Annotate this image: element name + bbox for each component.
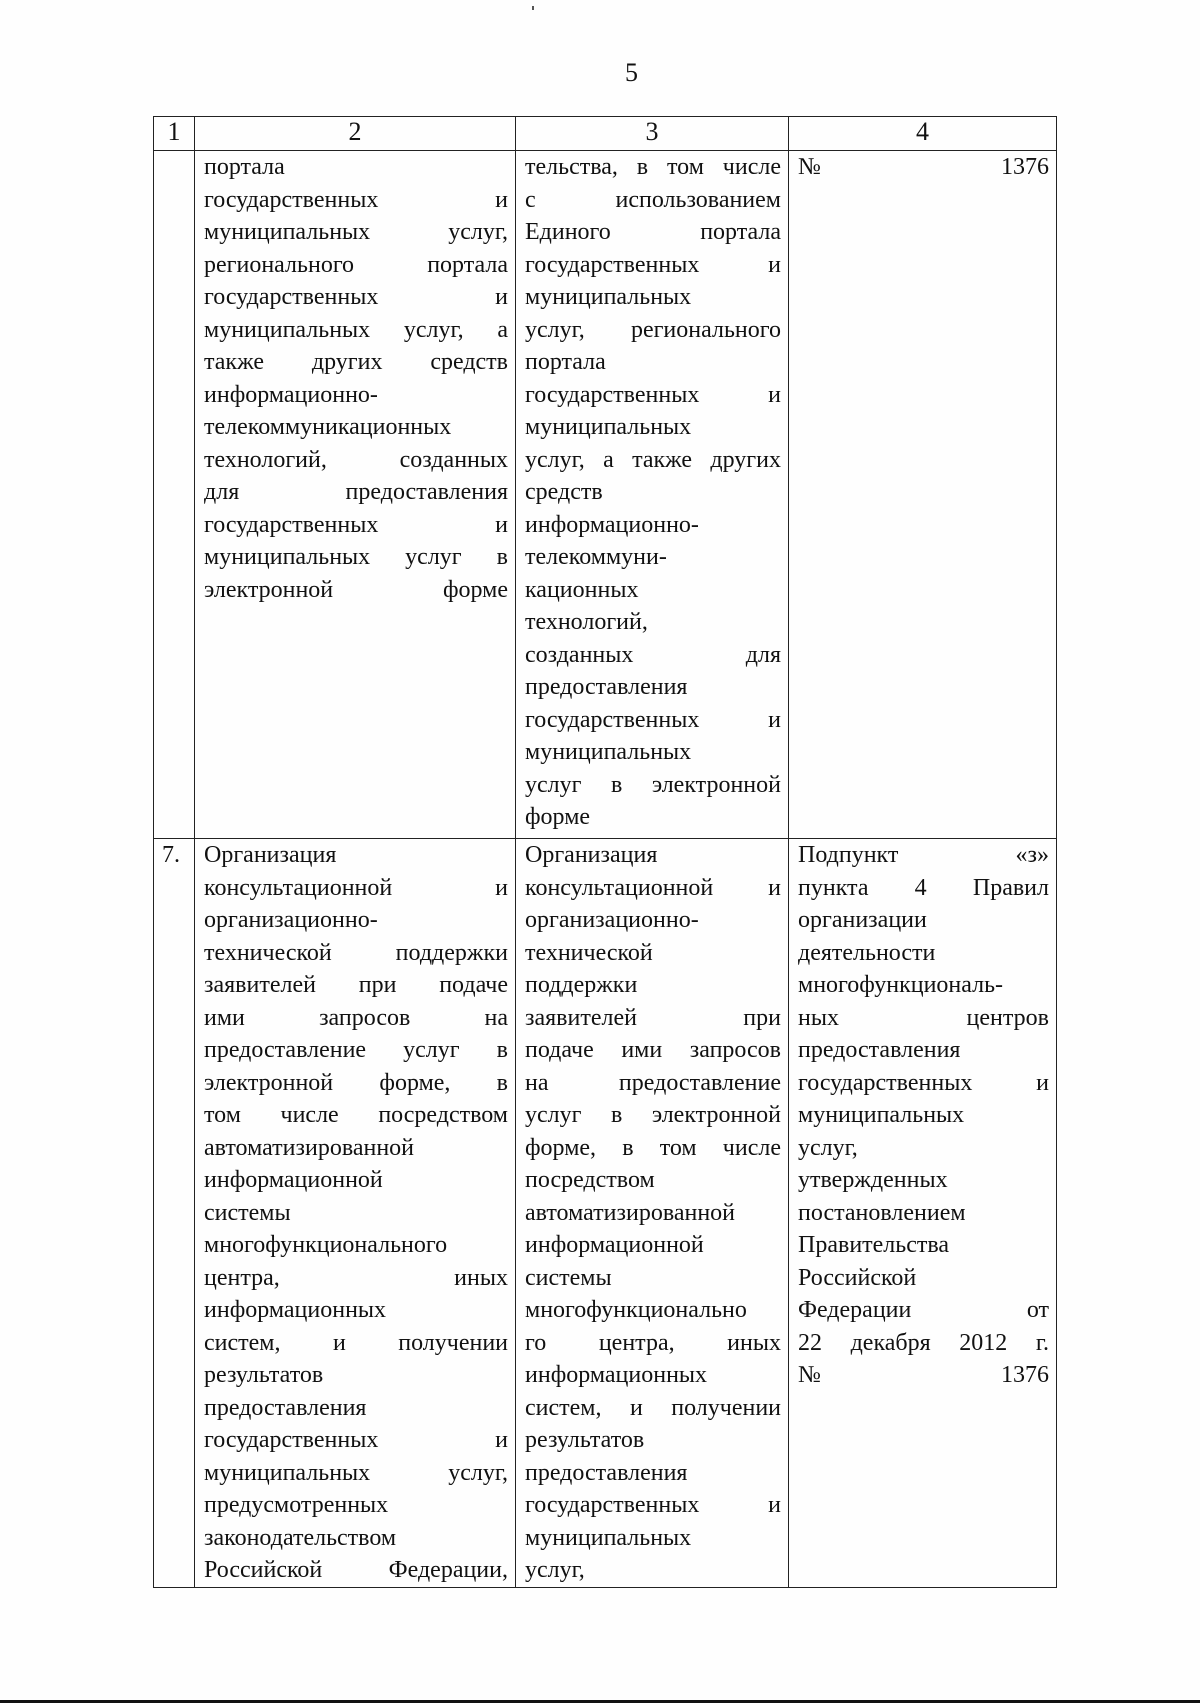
document-table [153, 116, 1057, 1588]
scan-speck [532, 6, 534, 10]
cell-text-line: предоставления [525, 1459, 688, 1486]
row-number [154, 151, 195, 839]
cell-text-line: консультационной и [204, 874, 508, 901]
cell-text-line: заявителей при подаче [204, 972, 508, 998]
cell-text-line: системы [204, 1199, 291, 1226]
cell-text-line: автоматизированной [525, 1199, 736, 1226]
cell-text-line: № 1376 [798, 1362, 1049, 1388]
cell-text-line: результатов [204, 1362, 324, 1388]
cell-text-line: организационно- [525, 907, 699, 933]
row-col-4 [789, 151, 1057, 839]
cell-text-line: информационных [204, 1297, 387, 1323]
cell-text-line: услуг, [525, 1557, 585, 1583]
cell-text-line: предоставления [525, 674, 688, 700]
cell-text-line: муниципальных [525, 739, 692, 765]
cell-text-line: муниципальных услуг, [204, 219, 508, 245]
cell-text-line: ных центров [798, 1004, 1049, 1031]
table-row [154, 839, 1057, 1588]
cell-text-line: постановлением [798, 1199, 966, 1226]
cell-text-line: на предоставление [525, 1069, 781, 1096]
cell-text-line: также других средств [204, 349, 508, 375]
cell-text-line: утвержденных [798, 1167, 948, 1193]
row-number: 7. [154, 839, 195, 1588]
row-col-2 [195, 151, 516, 839]
cell-text-line: предоставление услуг в [204, 1037, 508, 1063]
cell-text-line: информационной [525, 1232, 704, 1258]
cell-text-line: форме [525, 804, 591, 830]
header-col-4: 4 [789, 117, 1057, 151]
cell-text-line: телекоммуникационных [204, 414, 452, 440]
cell-text-line: организационно- [204, 907, 378, 933]
cell-text-line: кационных [525, 576, 639, 603]
header-col-3: 3 [516, 117, 789, 151]
cell-text-line: Правительства [798, 1232, 950, 1258]
row-col-2 [195, 839, 516, 1588]
cell-text-line: Организация [525, 842, 658, 868]
cell-text-line: том числе посредством [204, 1102, 508, 1128]
cell-text-line: муниципальных [525, 414, 692, 440]
cell-text-line: предоставления [798, 1037, 961, 1063]
cell-text-line: электронной форме, в [204, 1069, 508, 1096]
cell-text-line: технологий, созданных [204, 446, 508, 473]
cell-text-line: для предоставления [204, 479, 508, 505]
row-col-3 [516, 151, 789, 839]
cell-text-line: муниципальных услуг, [204, 1459, 508, 1486]
cell-text-line: организации [798, 907, 927, 933]
cell-text-line: № 1376 [798, 154, 1049, 180]
cell-text-line: государственных и [204, 1427, 508, 1453]
cell-text-line: результатов [525, 1427, 645, 1453]
cell-text-line: государственных и [525, 1492, 781, 1518]
row-col-3 [516, 839, 789, 1588]
cell-text-line: государственных и [525, 706, 781, 733]
cell-text-line: созданных для [525, 641, 781, 668]
cell-text-line: государственных и [525, 381, 781, 408]
cell-text-line: муниципальных [525, 1524, 692, 1551]
table-header-row [154, 117, 1057, 151]
cell-text-line: ими запросов на [204, 1004, 508, 1031]
cell-text-line: систем, и получении [525, 1394, 781, 1421]
cell-text-line: технической [525, 939, 653, 966]
cell-text-line: многофункционального [204, 1232, 448, 1258]
cell-text-line: информационно- [525, 511, 699, 538]
cell-text-line: технологий, [525, 609, 648, 635]
cell-text-line: го центра, иных [525, 1329, 781, 1356]
cell-text-line: Подпункт «з» [798, 842, 1049, 868]
cell-text-line: заявителей при [525, 1004, 781, 1031]
cell-text-line: многофункционально [525, 1297, 747, 1323]
page-number: 5 [625, 58, 638, 87]
cell-text-line: автоматизированной [204, 1134, 415, 1161]
cell-text-line: с использованием [525, 186, 781, 213]
cell-text-line: государственных и [525, 251, 781, 278]
header-col-2: 2 [195, 117, 516, 151]
cell-text-line: муниципальных [798, 1102, 965, 1128]
cell-text-line: государственных и [204, 511, 508, 538]
table-row [154, 151, 1057, 839]
cell-text-line: услуг в электронной [525, 1102, 781, 1128]
cell-text-line: законодательством [204, 1524, 397, 1551]
cell-text-line: предоставления [204, 1394, 367, 1421]
cell-text-line: Федерации от [798, 1297, 1049, 1323]
header-col-1: 1 [154, 117, 195, 151]
cell-text-line: Единого портала [525, 219, 781, 245]
cell-text-line: муниципальных услуг, а [204, 316, 508, 343]
cell-text-line: муниципальных услуг в [204, 544, 508, 570]
cell-text-line: услуг, [798, 1134, 858, 1161]
cell-text-line: систем, и получении [204, 1329, 508, 1356]
cell-text-line: деятельности [798, 939, 936, 966]
cell-text-line: средств [525, 479, 603, 505]
cell-text-line: портала [204, 154, 285, 180]
cell-text-line: услуг, регионального [525, 316, 781, 343]
cell-text-line: системы [525, 1264, 612, 1291]
cell-text-line: 22 декабря 2012 г. [798, 1329, 1049, 1356]
cell-text-line: государственных и [204, 186, 508, 213]
cell-text-line: государственных и [798, 1069, 1049, 1096]
cell-text-line: информационно- [204, 381, 378, 408]
cell-text-line: предусмотренных [204, 1492, 389, 1518]
cell-text-line: услуг в электронной [525, 771, 781, 798]
cell-text-line: регионального портала [204, 251, 508, 278]
cell-text-line: Российской Федерации, [204, 1557, 508, 1583]
cell-text-line: Организация [204, 842, 337, 868]
cell-text-line: муниципальных [525, 284, 692, 310]
row-col-4 [789, 839, 1057, 1588]
cell-text-line: посредством [525, 1167, 655, 1193]
cell-text-line: поддержки [525, 972, 638, 998]
cell-text-line: информационной [204, 1167, 383, 1193]
cell-text-line: многофункциональ- [798, 972, 1004, 998]
cell-text-line: электронной форме [204, 576, 508, 603]
cell-text-line: государственных и [204, 284, 508, 310]
cell-text-line: центра, иных [204, 1264, 508, 1291]
cell-text-line: телекоммуни- [525, 544, 667, 570]
cell-text-line: форме, в том числе [525, 1134, 781, 1161]
cell-text-line: тельства, в том числе [525, 154, 781, 180]
cell-text-line: технической поддержки [204, 939, 508, 966]
cell-text-line: портала [525, 349, 606, 375]
cell-text-line: консультационной и [525, 874, 781, 901]
cell-text-line: услуг, а также других [525, 446, 781, 473]
cell-text-line: пункта 4 Правил [798, 874, 1049, 901]
cell-text-line: Российской [798, 1264, 917, 1291]
cell-text-line: информационных [525, 1362, 708, 1388]
cell-text-line: подаче ими запросов [525, 1037, 781, 1063]
